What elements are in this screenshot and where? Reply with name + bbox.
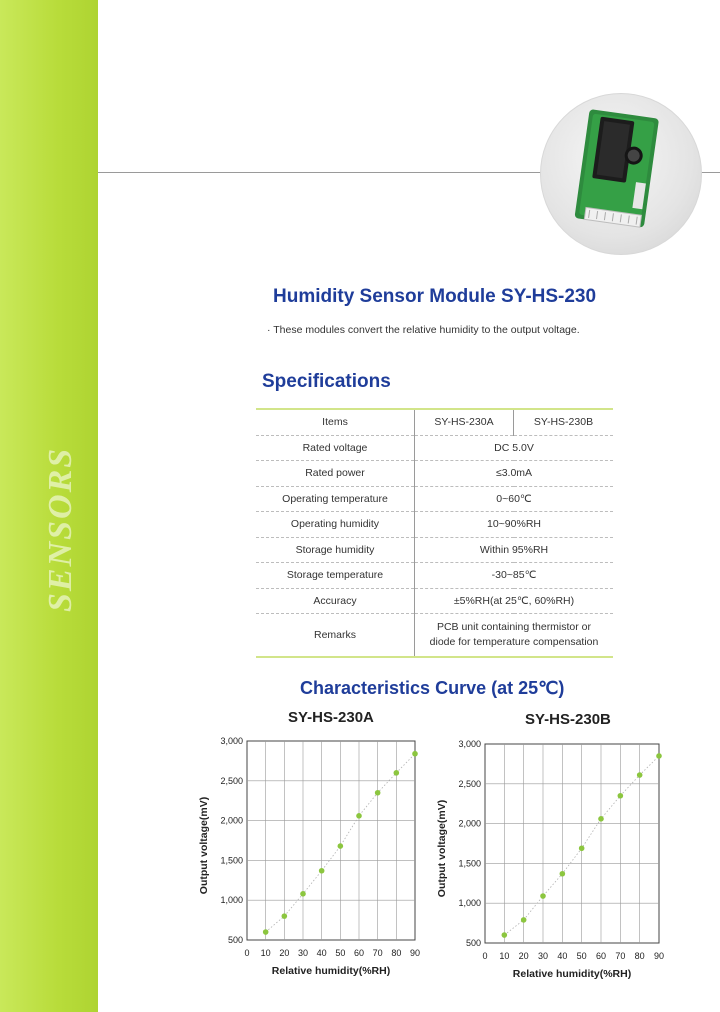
y-tick-label: 2,000 xyxy=(220,815,243,826)
sidebar-label: SENSORS xyxy=(42,446,79,612)
data-point xyxy=(356,813,362,819)
y-axis-label: Output voltage(mV) xyxy=(436,799,448,898)
y-tick-label: 1,500 xyxy=(220,855,243,866)
y-tick-label: 3,000 xyxy=(220,736,243,746)
x-tick-label: 30 xyxy=(537,951,549,961)
x-tick-label: 10 xyxy=(499,951,510,961)
row-item: Rated voltage xyxy=(256,435,415,461)
intro-text: · These modules convert the relative humidity to the output voltage. xyxy=(267,324,580,336)
x-axis-label: Relative humidity(%RH) xyxy=(512,968,632,980)
y-tick-label: 2,000 xyxy=(458,818,481,829)
x-tick-label: 40 xyxy=(316,948,327,958)
row-value: DC 5.0V xyxy=(415,435,614,461)
x-tick-label: 80 xyxy=(391,948,402,958)
data-point xyxy=(282,913,288,919)
row-value: 0~60℃ xyxy=(415,486,614,512)
x-tick-label: 0 xyxy=(482,951,488,961)
data-point xyxy=(598,816,604,822)
data-point xyxy=(338,843,344,849)
specifications-heading: Specifications xyxy=(262,371,391,392)
data-point xyxy=(637,772,643,778)
x-tick-label: 20 xyxy=(518,951,529,961)
x-tick-label: 80 xyxy=(634,951,645,961)
x-tick-label: 60 xyxy=(595,951,607,961)
y-tick-label: 1,500 xyxy=(458,858,481,869)
data-point xyxy=(656,753,662,759)
chart-a-title: SY-HS-230A xyxy=(288,709,374,726)
data-point xyxy=(319,868,325,874)
row-item: Remarks xyxy=(256,614,415,658)
x-axis-label: Relative humidity(%RH) xyxy=(271,965,391,977)
row-value: 10~90%RH xyxy=(415,512,614,538)
data-point xyxy=(579,845,585,851)
column-header-a: SY-HS-230A xyxy=(415,409,514,435)
remarks-line-2: diode for temperature compensation xyxy=(429,636,599,648)
data-point xyxy=(521,917,527,923)
row-value: ±5%RH(at 25℃, 60%RH) xyxy=(415,588,614,614)
x-tick-label: 20 xyxy=(279,948,290,958)
y-tick-label: 2,500 xyxy=(220,775,243,786)
row-item: Operating humidity xyxy=(256,512,415,538)
remarks-line-1: PCB unit containing thermistor or xyxy=(436,621,592,633)
row-item: Rated power xyxy=(256,461,415,487)
y-tick-label: 500 xyxy=(465,938,481,948)
curves-heading: Characteristics Curve (at 25℃) xyxy=(300,678,565,698)
x-tick-label: 90 xyxy=(653,951,665,961)
x-tick-label: 60 xyxy=(353,948,365,958)
plot-frame xyxy=(485,744,659,943)
page-title: Humidity Sensor Module SY-HS-230 xyxy=(273,286,597,307)
y-tick-label: 500 xyxy=(227,935,243,945)
row-item: Operating temperature xyxy=(256,486,415,512)
x-tick-label: 10 xyxy=(260,948,271,958)
data-point xyxy=(618,793,624,799)
data-point xyxy=(560,871,566,877)
y-axis-label: Output voltage(mV) xyxy=(198,796,210,895)
data-point xyxy=(263,929,269,935)
x-tick-label: 70 xyxy=(372,948,383,958)
x-tick-label: 90 xyxy=(409,948,421,958)
data-point xyxy=(375,790,381,796)
data-point xyxy=(540,893,546,899)
x-tick-label: 50 xyxy=(576,951,587,961)
y-tick-label: 2,500 xyxy=(458,778,481,789)
y-tick-label: 1,000 xyxy=(458,898,481,909)
row-value: ≤3.0mA xyxy=(415,461,614,487)
row-item: Storage temperature xyxy=(256,563,415,589)
x-tick-label: 0 xyxy=(244,948,250,958)
y-tick-label: 1,000 xyxy=(220,895,243,906)
data-point xyxy=(412,751,418,757)
row-item: Storage humidity xyxy=(256,537,415,563)
row-item: Accuracy xyxy=(256,588,415,614)
chart-b-title: SY-HS-230B xyxy=(525,711,611,728)
x-tick-label: 40 xyxy=(557,951,568,961)
row-value: Within 95%RH xyxy=(415,537,614,563)
column-header-items: Items xyxy=(256,409,415,435)
x-tick-label: 70 xyxy=(615,951,626,961)
column-header-b: SY-HS-230B xyxy=(514,409,614,435)
x-tick-label: 30 xyxy=(297,948,309,958)
y-tick-label: 3,000 xyxy=(458,739,481,749)
row-value: -30~85℃ xyxy=(415,563,614,589)
plot-frame xyxy=(247,741,415,940)
data-point xyxy=(502,932,508,938)
data-point xyxy=(394,770,400,776)
x-tick-label: 50 xyxy=(335,948,346,958)
data-point xyxy=(300,891,306,897)
